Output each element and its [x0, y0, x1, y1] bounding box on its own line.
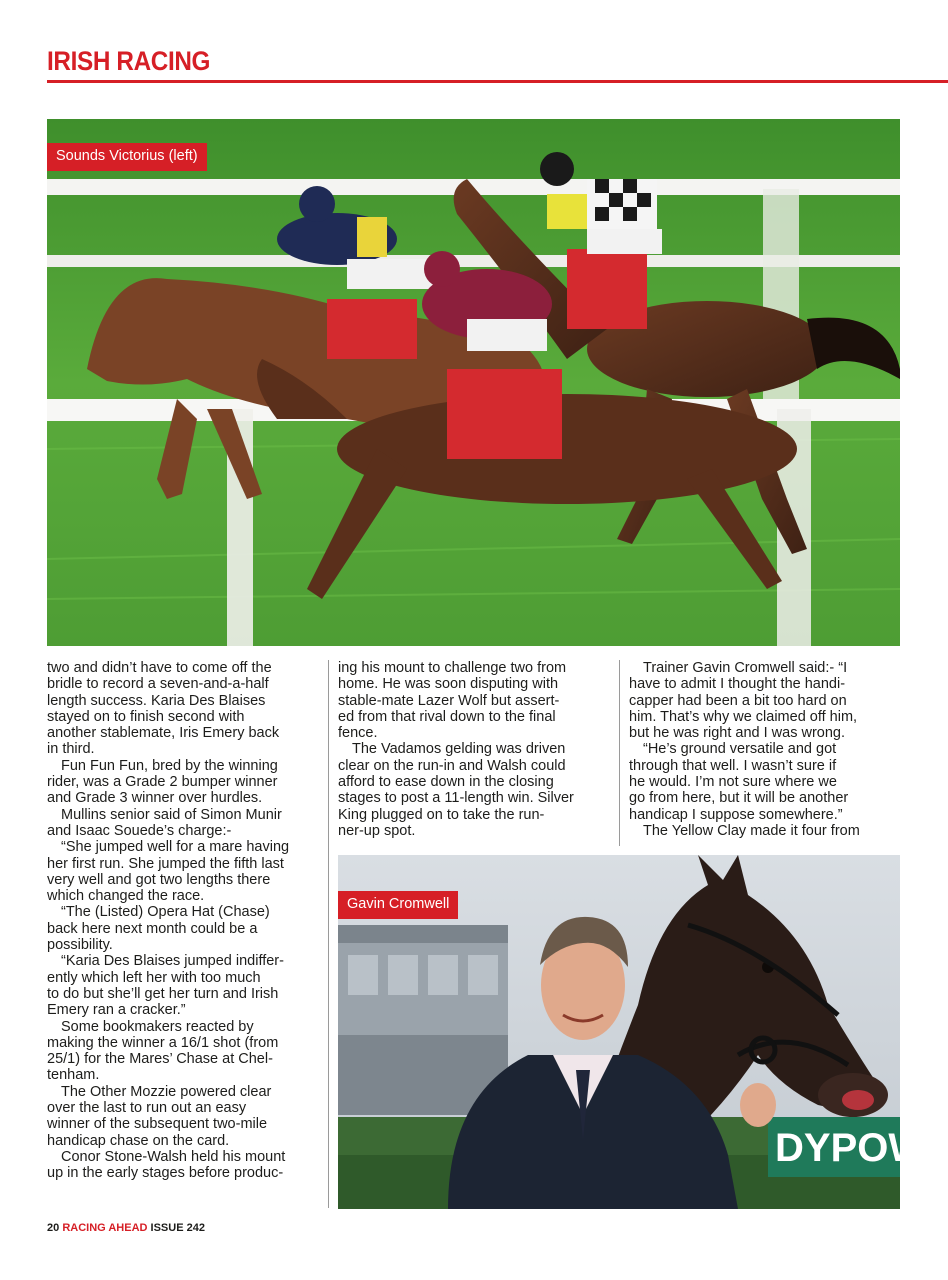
article-line: rider, was a Grade 2 bumper winner	[47, 774, 278, 791]
article-line: ner-up spot.	[338, 822, 416, 839]
article-line: stable-mate Lazer Wolf but assert-	[338, 692, 560, 709]
article-line: ed from that rival down to the final	[338, 708, 556, 725]
article-line: through that well. I wasn’t sure if	[629, 757, 837, 774]
article-line: “Karia Des Blaises jumped indiffer-	[61, 953, 284, 970]
article-line: stayed on to finish second with	[47, 708, 245, 725]
article-line: making the winner a 16/1 shot (from	[47, 1034, 279, 1051]
article-line: home. He was soon disputing with	[338, 676, 559, 693]
article-column-2	[338, 660, 608, 839]
article-line: bridle to record a seven-and-a-half	[47, 676, 269, 693]
article-line: The Other Mozzie powered clear	[61, 1083, 272, 1100]
article-line: up in the early stages before produc-	[47, 1165, 284, 1182]
article-column-1	[47, 660, 317, 1182]
article-line: another stablemate, Iris Emery back	[47, 725, 280, 742]
article-line: him. That’s why we claimed off him,	[629, 708, 858, 725]
sponsor-board-text: DYPOW	[775, 1126, 927, 1170]
article-line: very well and got two lengths there	[47, 871, 271, 888]
title-rule	[47, 80, 948, 83]
article-line: stages to post a 11-length win. Silver	[338, 790, 574, 807]
article-line: ently which left her with too much	[47, 969, 261, 986]
page-footer	[47, 1222, 205, 1234]
article-line: winner of the subsequent two-mile	[47, 1116, 268, 1133]
article-line: which changed the race.	[47, 888, 205, 905]
article-line: Trainer Gavin Cromwell said:- “I	[643, 660, 848, 676]
issue-number: ISSUE 242	[150, 1222, 205, 1234]
article-line: over the last to run out an easy	[47, 1100, 247, 1117]
article-line: Emery ran a cracker.”	[47, 1002, 186, 1019]
article-line: handicap chase on the card.	[47, 1132, 230, 1149]
trainer-photo-caption: Gavin Cromwell	[338, 891, 458, 919]
article-line: afford to ease down in the closing	[338, 774, 554, 791]
article-line: in third.	[47, 741, 95, 758]
article-line: and Grade 3 winner over hurdles.	[47, 790, 263, 807]
article-line: two and didn’t have to come off the	[47, 660, 272, 676]
article-line: ing his mount to challenge two from	[338, 660, 567, 676]
article-line: “She jumped well for a mare having	[61, 839, 290, 856]
article-line: “The (Listed) Opera Hat (Chase)	[61, 904, 270, 921]
article-line: he would. I’m not sure where we	[629, 774, 837, 791]
article-line: handicap I suppose somewhere.”	[629, 806, 843, 823]
article-column-3	[629, 660, 904, 839]
article-line: “He’s ground versatile and got	[643, 741, 837, 758]
article-line: Some bookmakers reacted by	[61, 1018, 254, 1035]
article-line: The Yellow Clay made it four from	[643, 822, 860, 839]
article-line: but he was right and I was wrong.	[629, 725, 846, 742]
article-line: have to admit I thought the handi-	[629, 676, 846, 693]
race-photo	[47, 119, 900, 646]
article-line: clear on the run-in and Walsh could	[338, 757, 566, 774]
article-line: fence.	[338, 725, 378, 742]
page-number: 20	[47, 1222, 60, 1234]
article-line: capper had been a bit too hard on	[629, 692, 847, 709]
article-line: King plugged on to take the run-	[338, 806, 545, 823]
column-divider	[328, 660, 329, 1208]
article-line: her first run. She jumped the fifth last	[47, 855, 284, 872]
section-title: IRISH RACING	[47, 46, 211, 76]
article-line: length success. Karia Des Blaises	[47, 692, 266, 709]
article-line: 25/1) for the Mares’ Chase at Chel-	[47, 1051, 273, 1068]
publication-name: RACING AHEAD	[62, 1222, 148, 1234]
column-divider	[619, 660, 620, 846]
article-line: Fun Fun Fun, bred by the winning	[61, 757, 278, 774]
article-line: Mullins senior said of Simon Munir	[61, 806, 282, 823]
article-line: tenham.	[47, 1067, 100, 1084]
race-photo-caption: Sounds Victorius (left)	[47, 143, 207, 171]
article-line: Conor Stone-Walsh held his mount	[61, 1148, 286, 1165]
article-line: possibility.	[47, 937, 113, 954]
article-line: The Vadamos gelding was driven	[352, 741, 566, 758]
article-line: and Isaac Souede’s charge:-	[47, 822, 232, 839]
article-line: go from here, but it will be another	[629, 790, 849, 807]
article-line: back here next month could be a	[47, 920, 258, 937]
article-line: to do but she’ll get her turn and Irish	[47, 985, 279, 1002]
